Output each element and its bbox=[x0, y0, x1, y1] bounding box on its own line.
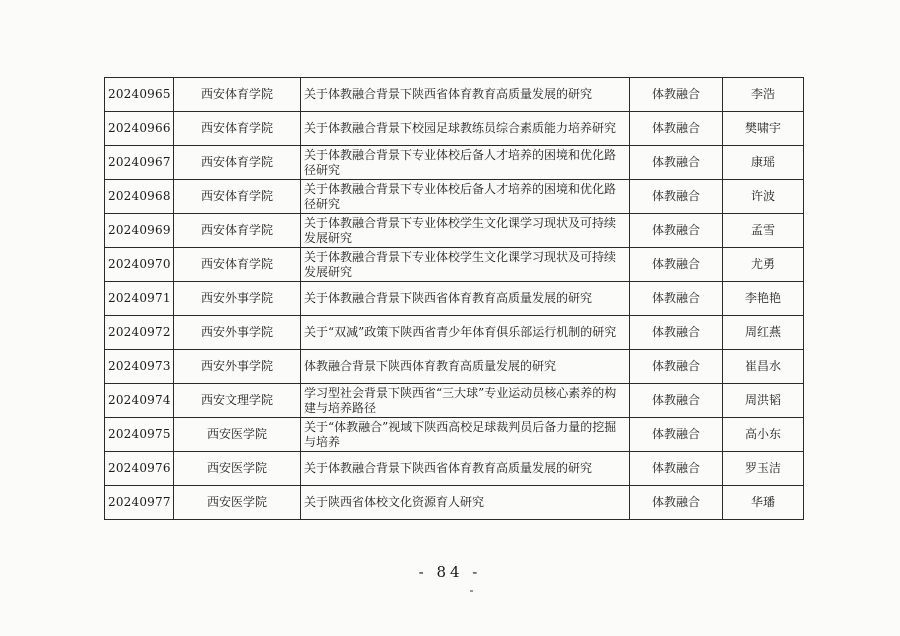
school-cell: 西安体育学院 bbox=[174, 214, 301, 248]
title-cell: 关于体教融合背景下专业体校后备人才培养的困境和优化路径研究 bbox=[301, 146, 630, 180]
category-cell: 体教融合 bbox=[630, 316, 723, 350]
title-cell: 关于体教融合背景下陕西省体育教育高质量发展的研究 bbox=[301, 452, 630, 486]
project-id-cell: 20240971 bbox=[105, 282, 174, 316]
name-cell: 李艳艳 bbox=[723, 282, 804, 316]
category-cell: 体教融合 bbox=[630, 282, 723, 316]
school-cell: 西安医学院 bbox=[174, 486, 301, 520]
table-row bbox=[105, 214, 804, 248]
title-cell: 关于陕西省体校文化资源育人研究 bbox=[301, 486, 630, 520]
project-id-cell: 20240965 bbox=[105, 78, 174, 112]
name-cell: 尤勇 bbox=[723, 248, 804, 282]
project-id-cell: 20240976 bbox=[105, 452, 174, 486]
project-id-cell: 20240974 bbox=[105, 384, 174, 418]
school-cell: 西安体育学院 bbox=[174, 180, 301, 214]
name-cell: 周洪韬 bbox=[723, 384, 804, 418]
table-row bbox=[105, 486, 804, 520]
school-cell: 西安体育学院 bbox=[174, 78, 301, 112]
table-row bbox=[105, 78, 804, 112]
table-row bbox=[105, 248, 804, 282]
school-cell: 西安体育学院 bbox=[174, 146, 301, 180]
name-cell: 李浩 bbox=[723, 78, 804, 112]
school-cell: 西安外事学院 bbox=[174, 350, 301, 384]
name-cell: 周红燕 bbox=[723, 316, 804, 350]
category-cell: 体教融合 bbox=[630, 180, 723, 214]
category-cell: 体教融合 bbox=[630, 452, 723, 486]
project-id-cell: 20240966 bbox=[105, 112, 174, 146]
name-cell: 华璠 bbox=[723, 486, 804, 520]
title-cell: 关于体教融合背景下校园足球教练员综合素质能力培养研究 bbox=[301, 112, 630, 146]
category-cell: 体教融合 bbox=[630, 384, 723, 418]
category-cell: 体教融合 bbox=[630, 146, 723, 180]
table-row bbox=[105, 452, 804, 486]
table-row bbox=[105, 418, 804, 452]
name-cell: 樊啸宇 bbox=[723, 112, 804, 146]
name-cell: 孟雪 bbox=[723, 214, 804, 248]
school-cell: 西安外事学院 bbox=[174, 282, 301, 316]
name-cell: 康瑶 bbox=[723, 146, 804, 180]
name-cell: 罗玉洁 bbox=[723, 452, 804, 486]
title-cell: 关于体教融合背景下专业体校学生文化课学习现状及可持续发展研究 bbox=[301, 214, 630, 248]
category-cell: 体教融合 bbox=[630, 486, 723, 520]
title-cell: 学习型社会背景下陕西省“三大球”专业运动员核心素养的构建与培养路径 bbox=[301, 384, 630, 418]
title-cell: 关于体教融合背景下专业体校后备人才培养的困境和优化路径研究 bbox=[301, 180, 630, 214]
title-cell: 关于“双减”政策下陕西省青少年体育俱乐部运行机制的研究 bbox=[301, 316, 630, 350]
project-id-cell: 20240969 bbox=[105, 214, 174, 248]
scan-mark bbox=[470, 590, 473, 592]
project-id-cell: 20240967 bbox=[105, 146, 174, 180]
project-id-cell: 20240973 bbox=[105, 350, 174, 384]
title-cell: 关于体教融合背景下陕西省体育教育高质量发展的研究 bbox=[301, 78, 630, 112]
school-cell: 西安体育学院 bbox=[174, 112, 301, 146]
project-id-cell: 20240970 bbox=[105, 248, 174, 282]
project-id-cell: 20240975 bbox=[105, 418, 174, 452]
name-cell: 高小东 bbox=[723, 418, 804, 452]
school-cell: 西安体育学院 bbox=[174, 248, 301, 282]
category-cell: 体教融合 bbox=[630, 350, 723, 384]
table-row bbox=[105, 112, 804, 146]
table-row bbox=[105, 146, 804, 180]
category-cell: 体教融合 bbox=[630, 112, 723, 146]
school-cell: 西安文理学院 bbox=[174, 384, 301, 418]
title-cell: 关于“体教融合”视域下陕西高校足球裁判员后备力量的挖掘与培养 bbox=[301, 418, 630, 452]
category-cell: 体教融合 bbox=[630, 78, 723, 112]
table-row bbox=[105, 180, 804, 214]
project-table bbox=[104, 77, 804, 520]
table-row bbox=[105, 316, 804, 350]
title-cell: 关于体教融合背景下陕西省体育教育高质量发展的研究 bbox=[301, 282, 630, 316]
table-row bbox=[105, 282, 804, 316]
name-cell: 崔昌水 bbox=[723, 350, 804, 384]
school-cell: 西安医学院 bbox=[174, 418, 301, 452]
page-number: - 84 - bbox=[418, 563, 482, 581]
category-cell: 体教融合 bbox=[630, 248, 723, 282]
title-cell: 体教融合背景下陕西体育教育高质量发展的研究 bbox=[301, 350, 630, 384]
title-cell: 关于体教融合背景下专业体校学生文化课学习现状及可持续发展研究 bbox=[301, 248, 630, 282]
project-id-cell: 20240972 bbox=[105, 316, 174, 350]
table-row bbox=[105, 350, 804, 384]
project-id-cell: 20240968 bbox=[105, 180, 174, 214]
category-cell: 体教融合 bbox=[630, 214, 723, 248]
project-id-cell: 20240977 bbox=[105, 486, 174, 520]
school-cell: 西安外事学院 bbox=[174, 316, 301, 350]
school-cell: 西安医学院 bbox=[174, 452, 301, 486]
table-body bbox=[105, 78, 804, 520]
name-cell: 许波 bbox=[723, 180, 804, 214]
category-cell: 体教融合 bbox=[630, 418, 723, 452]
table-row bbox=[105, 384, 804, 418]
